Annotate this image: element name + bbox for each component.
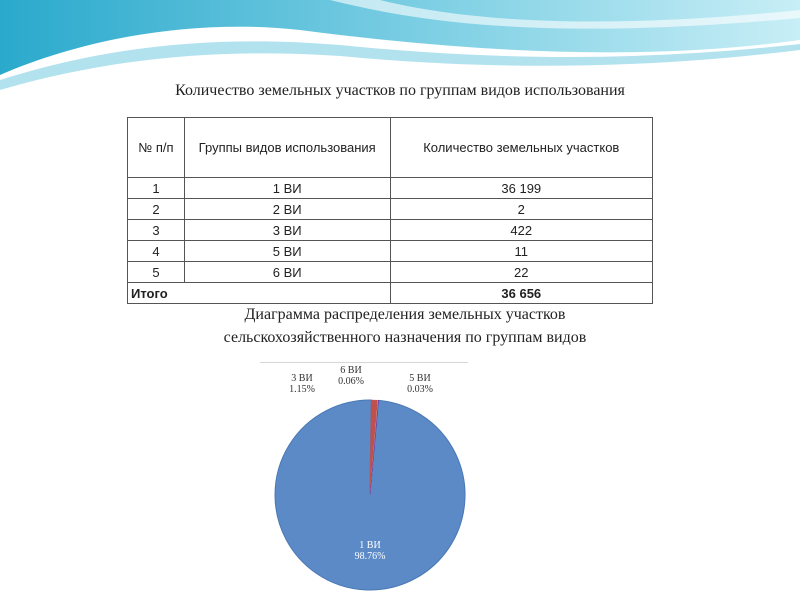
pie-label-3: 6 ВИ 0.06% xyxy=(338,365,364,387)
cell-group: 2 ВИ xyxy=(184,199,390,220)
total-value: 36 656 xyxy=(390,283,652,304)
cell-group: 6 ВИ xyxy=(184,262,390,283)
cell-number: 5 xyxy=(128,262,185,283)
pie-label-1: 1 ВИ 98.76% xyxy=(354,540,386,562)
chart-title: Диаграмма распределения земельных участков сельскохозяйственного назначения по группам видов xyxy=(223,306,587,346)
table-row xyxy=(128,262,653,283)
pie-label-4: 5 ВИ 0.03% xyxy=(407,373,433,395)
cell-number: 4 xyxy=(128,241,185,262)
pie-label-2: 3 ВИ 1.15% xyxy=(289,373,315,395)
cell-count: 422 xyxy=(390,220,652,241)
total-label: Итого xyxy=(128,283,391,304)
page-title: Количество земельных участков по группам видов использования xyxy=(175,82,625,99)
table-row xyxy=(128,220,653,241)
cell-group: 1 ВИ xyxy=(184,178,390,199)
table-total-row xyxy=(128,283,653,304)
col-header-group: Группы видов использования xyxy=(184,118,390,178)
cell-count: 36 199 xyxy=(390,178,652,199)
table-header-row xyxy=(128,118,653,178)
pie-chart xyxy=(260,362,480,592)
cell-count: 11 xyxy=(390,241,652,262)
col-header-number: № п/п xyxy=(128,118,185,178)
cell-number: 2 xyxy=(128,199,185,220)
cell-group: 3 ВИ xyxy=(184,220,390,241)
cell-number: 1 xyxy=(128,178,185,199)
cell-count: 22 xyxy=(390,262,652,283)
cell-number: 3 xyxy=(128,220,185,241)
land-plots-table xyxy=(127,117,653,304)
cell-group: 5 ВИ xyxy=(184,241,390,262)
table-row xyxy=(128,241,653,262)
table-row xyxy=(128,199,653,220)
col-header-count: Количество земельных участков xyxy=(390,118,652,178)
cell-count: 2 xyxy=(390,199,652,220)
table-row xyxy=(128,178,653,199)
